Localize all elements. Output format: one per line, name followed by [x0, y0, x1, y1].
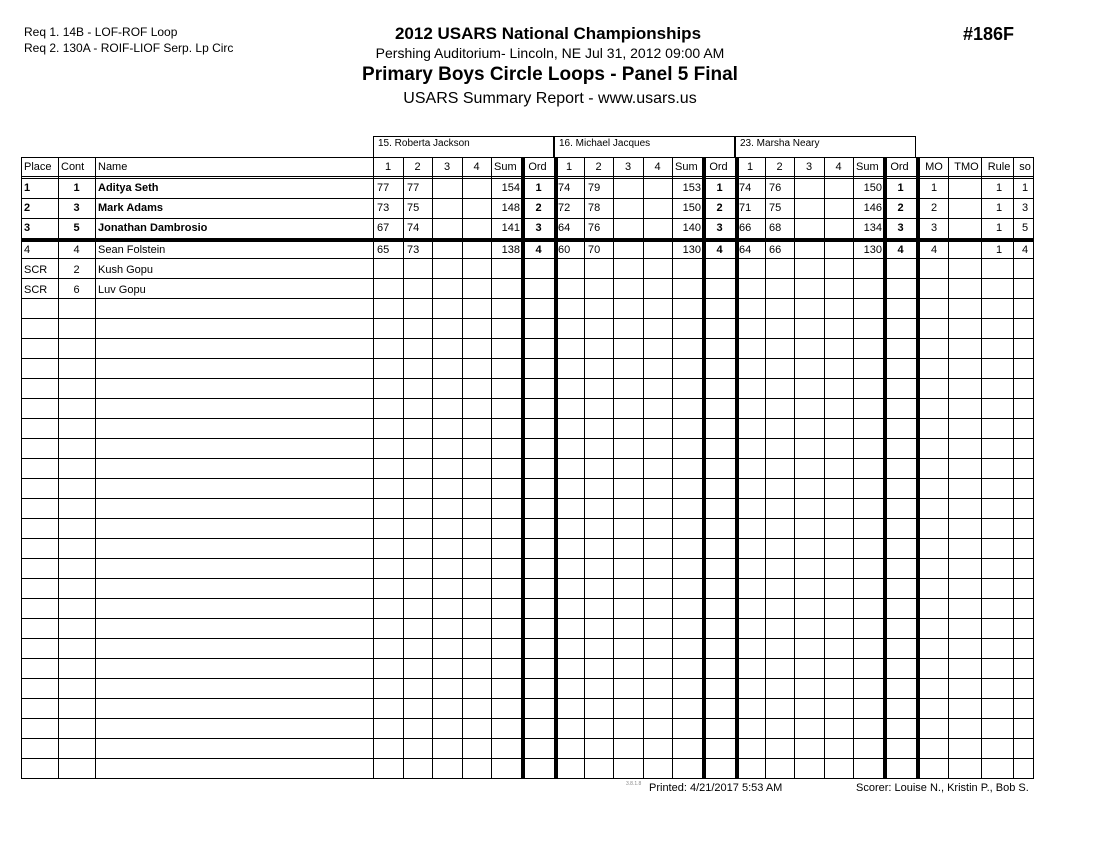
row-divider: [21, 638, 1033, 639]
competition-title: 2012 USARS National Championships: [394, 24, 702, 43]
col-j1-4: 4: [473, 161, 480, 173]
col-j1-2: 2: [414, 161, 421, 173]
judge1-1: 67: [377, 222, 390, 234]
column-divider: [824, 157, 825, 779]
row-divider: [21, 658, 1033, 659]
judge3-sum: 130: [863, 244, 882, 256]
contestant-number: 6: [73, 284, 80, 296]
judge2-ord: 4: [716, 244, 723, 256]
col-name: Name: [98, 161, 128, 173]
judge1-sum: 154: [501, 182, 520, 194]
rule: 1: [995, 244, 1003, 256]
place: 1: [24, 182, 31, 194]
mo: 3: [930, 222, 938, 234]
row-divider: [21, 578, 1033, 579]
col-j1-1: 1: [384, 161, 392, 173]
requirement-2: Req 2. 130A - ROIF-LIOF Serp. Lp Circ: [24, 41, 234, 55]
judge2-1: 64: [558, 222, 571, 234]
col-place: Place: [24, 161, 52, 173]
skater-name: Jonathan Dambrosio: [98, 222, 208, 234]
col-j2-sum: Sum: [675, 161, 698, 173]
skater-name: Luv Gopu: [98, 284, 146, 296]
printed-timestamp: Printed: 4/21/2017 5:53 AM: [649, 782, 783, 794]
judge3-1: 71: [739, 202, 752, 214]
judge3-2: 76: [769, 182, 782, 194]
judge2-2: 70: [588, 244, 601, 256]
so: 4: [1021, 244, 1029, 256]
judge2-sum: 153: [682, 182, 701, 194]
row-divider: [21, 418, 1033, 419]
judge1-2: 77: [407, 182, 420, 194]
judge2-2: 79: [588, 182, 601, 194]
row-divider: [21, 698, 1033, 699]
row-divider: [21, 718, 1033, 719]
judge3-2: 68: [769, 222, 782, 234]
row-divider: [21, 598, 1033, 599]
judge3-ord: 3: [897, 222, 904, 234]
judge3-1: 66: [739, 222, 752, 234]
judge1-sum: 138: [501, 244, 520, 256]
so: 3: [1021, 202, 1029, 214]
judge3-ord: 2: [897, 202, 904, 214]
col-so: so: [1019, 161, 1031, 173]
judge2-2: 76: [588, 222, 601, 234]
judge1-ord: 2: [535, 202, 542, 214]
row-divider: [21, 758, 1033, 759]
judge1-sum: 148: [501, 202, 520, 214]
place: SCR: [24, 264, 48, 276]
col-j3-sum: Sum: [856, 161, 879, 173]
mo: 1: [930, 182, 938, 194]
judge1-1: 65: [377, 244, 390, 256]
judge1-ord: 3: [535, 222, 542, 234]
judge-header-2: 16. Michael Jacques: [554, 136, 735, 157]
row-divider: [21, 478, 1033, 479]
col-j2-1: 1: [565, 161, 573, 173]
judge2-ord: 3: [716, 222, 723, 234]
mo: 2: [930, 202, 938, 214]
column-divider: [643, 157, 644, 779]
judge-header-1: 15. Roberta Jackson: [373, 136, 554, 157]
judge2-sum: 130: [682, 244, 701, 256]
row-divider: [21, 738, 1033, 739]
judge1-1: 77: [377, 182, 390, 194]
judge3-sum: 134: [863, 222, 882, 234]
judge1-ord: 4: [535, 244, 542, 256]
judge3-2: 75: [769, 202, 782, 214]
judge1-2: 74: [407, 222, 420, 234]
row-divider: [21, 318, 1033, 319]
judge1-ord: 1: [535, 182, 542, 194]
judge1-2: 75: [407, 202, 420, 214]
col-j3-1: 1: [746, 161, 754, 173]
judge3-2: 66: [769, 244, 782, 256]
rule: 1: [995, 222, 1003, 234]
contestant-number: 4: [73, 244, 80, 256]
judge3-ord: 1: [897, 182, 904, 194]
requirement-1: Req 1. 14B - LOF-ROF Loop: [24, 25, 178, 39]
rule: 1: [995, 202, 1003, 214]
mo: 4: [930, 244, 938, 256]
judge2-1: 60: [558, 244, 571, 256]
software-version: 3.8.1.8: [626, 781, 642, 787]
col-mo: MO: [925, 161, 943, 173]
row-divider: [21, 778, 1033, 779]
row-divider: [21, 498, 1033, 499]
rule: 1: [995, 182, 1003, 194]
report-title: USARS Summary Report - www.usars.us: [403, 90, 697, 107]
skater-name: Aditya Seth: [98, 182, 159, 194]
judge3-1: 64: [739, 244, 752, 256]
row-divider: [21, 378, 1033, 379]
col-rule: Rule: [987, 161, 1011, 173]
judge2-ord: 1: [716, 182, 723, 194]
skater-name: Sean Folstein: [98, 244, 166, 256]
judge2-sum: 150: [682, 202, 701, 214]
scorers: Scorer: Louise N., Kristin P., Bob S.: [856, 782, 1029, 794]
col-j3-2: 2: [776, 161, 783, 173]
judge3-ord: 4: [897, 244, 904, 256]
venue-date: Pershing Auditorium- Lincoln, NE Jul 31, 2012 09:00 AM: [375, 45, 725, 61]
col-j1-ord: Ord: [528, 161, 547, 173]
contestant-number: 2: [73, 264, 80, 276]
row-divider: [21, 438, 1033, 439]
skater-name: Mark Adams: [98, 202, 164, 214]
event-number: #186F: [963, 24, 1015, 44]
row-divider: [21, 538, 1033, 539]
col-cont: Cont: [61, 161, 85, 173]
place: 3: [24, 222, 31, 234]
row-divider: [21, 398, 1033, 399]
column-divider: [462, 157, 463, 779]
col-j1-3: 3: [443, 161, 451, 173]
contestant-number: 5: [73, 222, 80, 234]
col-j3-ord: Ord: [890, 161, 909, 173]
place: SCR: [24, 284, 48, 296]
col-j2-ord: Ord: [709, 161, 728, 173]
judge2-sum: 140: [682, 222, 701, 234]
judge2-1: 74: [558, 182, 571, 194]
row-divider: [21, 458, 1033, 459]
row-divider: [21, 518, 1033, 519]
judge3-sum: 150: [863, 182, 882, 194]
contestant-number: 3: [73, 202, 80, 214]
so: 1: [1021, 182, 1029, 194]
row-divider: [21, 358, 1033, 359]
column-divider: [981, 157, 982, 779]
row-divider: [21, 558, 1033, 559]
so: 5: [1021, 222, 1029, 234]
col-j3-4: 4: [835, 161, 842, 173]
judge2-2: 78: [588, 202, 601, 214]
judge1-1: 73: [377, 202, 390, 214]
event-title: Primary Boys Circle Loops - Panel 5 Final: [362, 64, 738, 85]
judge1-2: 73: [407, 244, 420, 256]
judge-header-3: 23. Marsha Neary: [735, 136, 916, 157]
col-j2-2: 2: [595, 161, 602, 173]
place: 4: [24, 244, 31, 256]
contestant-number: 1: [73, 182, 80, 194]
row-divider: [21, 678, 1033, 679]
judge1-sum: 141: [501, 222, 520, 234]
judge2-1: 72: [558, 202, 571, 214]
skater-name: Kush Gopu: [98, 264, 154, 276]
col-tmo: TMO: [954, 161, 979, 173]
judge3-1: 74: [739, 182, 752, 194]
judge3-sum: 146: [863, 202, 882, 214]
col-j3-3: 3: [805, 161, 813, 173]
col-j2-4: 4: [654, 161, 661, 173]
row-divider: [21, 338, 1033, 339]
place: 2: [24, 202, 31, 214]
row-divider: [21, 618, 1033, 619]
col-j2-3: 3: [624, 161, 632, 173]
judge2-ord: 2: [716, 202, 723, 214]
col-j1-sum: Sum: [494, 161, 517, 173]
